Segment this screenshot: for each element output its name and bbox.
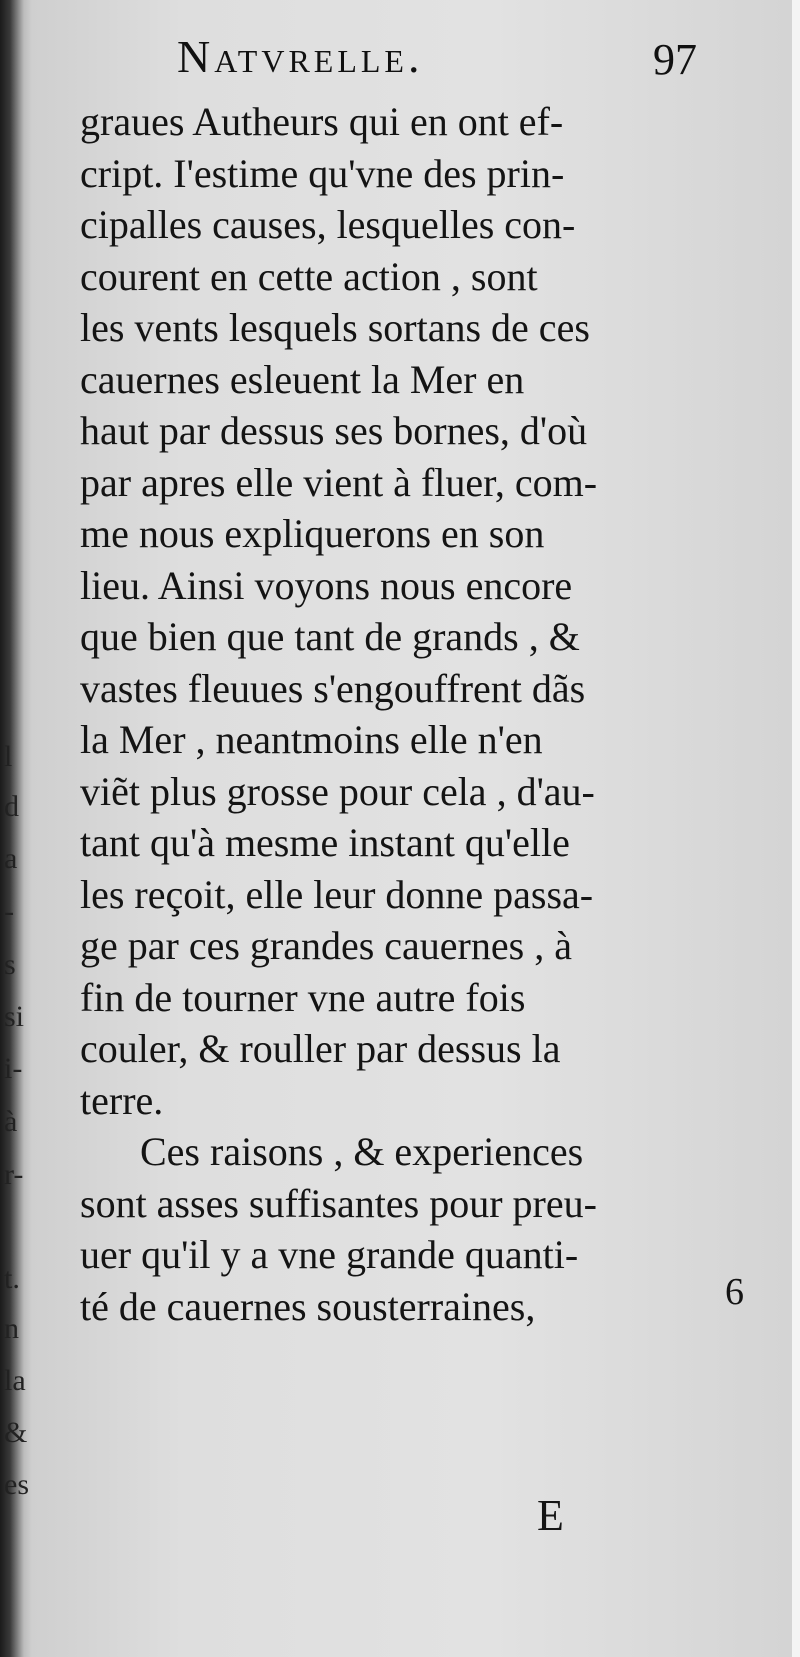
text-line: lieu. Ainsi voyons nous encore xyxy=(80,562,573,608)
text-line: cript. I'estime qu'vne des prin- xyxy=(80,150,565,196)
text-line: graues Autheurs qui en ont ef- xyxy=(80,99,564,144)
text-line: ge par ces grandes cauernes , à xyxy=(80,923,572,968)
page-number: 97 xyxy=(653,35,697,84)
text-line: cauernes esleuent la Mer en xyxy=(80,356,525,402)
bleed-char: & xyxy=(4,1416,28,1449)
text-line: uer qu'il y a vne grande quanti- xyxy=(80,1232,579,1277)
bleed-char: si xyxy=(4,1000,25,1033)
text-line: couler, & rouller par dessus la xyxy=(80,1026,561,1071)
text-line: terre. xyxy=(80,1077,164,1123)
text-line: par apres elle vient à fluer, com- xyxy=(80,459,598,505)
text-line: les reçoit, elle leur donne passa- xyxy=(80,871,594,917)
bleed-char: es xyxy=(4,1468,29,1501)
bleed-char: à xyxy=(4,1105,18,1138)
text-line: tant qu'à mesme instant qu'elle xyxy=(80,820,570,865)
bleed-char: t. xyxy=(4,1262,20,1295)
paragraph-start-line: Ces raisons , & experiences xyxy=(140,1129,584,1174)
bleed-char: a xyxy=(4,842,18,875)
marginal-number: 6 xyxy=(725,1271,744,1313)
binding-gutter xyxy=(0,0,32,1657)
outer-margin xyxy=(792,0,800,1657)
bleed-char: l xyxy=(4,740,13,773)
bleed-char: d xyxy=(4,790,19,823)
text-line: courent en cette action , sont xyxy=(80,253,538,299)
text-line: la Mer , neantmoins elle n'en xyxy=(80,717,543,762)
bleed-char: n xyxy=(4,1312,19,1345)
signature-mark: E xyxy=(537,1491,564,1540)
page-header xyxy=(177,30,697,90)
text-line: viẽt plus grosse pour cela , d'au- xyxy=(80,768,595,814)
text-line: fin de tourner vne autre fois xyxy=(80,974,526,1020)
paper-sheet xyxy=(32,0,792,1657)
text-line: té de cauernes sousterraines, xyxy=(80,1283,536,1329)
text-line: me nous expliquerons en son xyxy=(80,511,545,556)
bleed-char: s xyxy=(4,948,16,981)
text-line: haut par dessus ses bornes, d'où xyxy=(80,408,588,453)
bleed-char: - xyxy=(4,895,14,928)
text-line: cipalles causes, lesquelles con- xyxy=(80,202,576,247)
bleed-char: la xyxy=(4,1364,26,1397)
body-text xyxy=(80,96,705,1332)
bleed-char: r- xyxy=(4,1158,24,1191)
text-line: vastes fleuues s'engouffrent dãs xyxy=(80,665,586,711)
running-title: Natvrelle. xyxy=(177,31,424,82)
bleed-char: i- xyxy=(4,1052,23,1085)
text-line: les vents lesquels sortans de ces xyxy=(80,305,590,350)
text-line: que bien que tant de grands , & xyxy=(80,614,580,659)
text-line: sont asses suffisantes pour preu- xyxy=(80,1180,597,1226)
